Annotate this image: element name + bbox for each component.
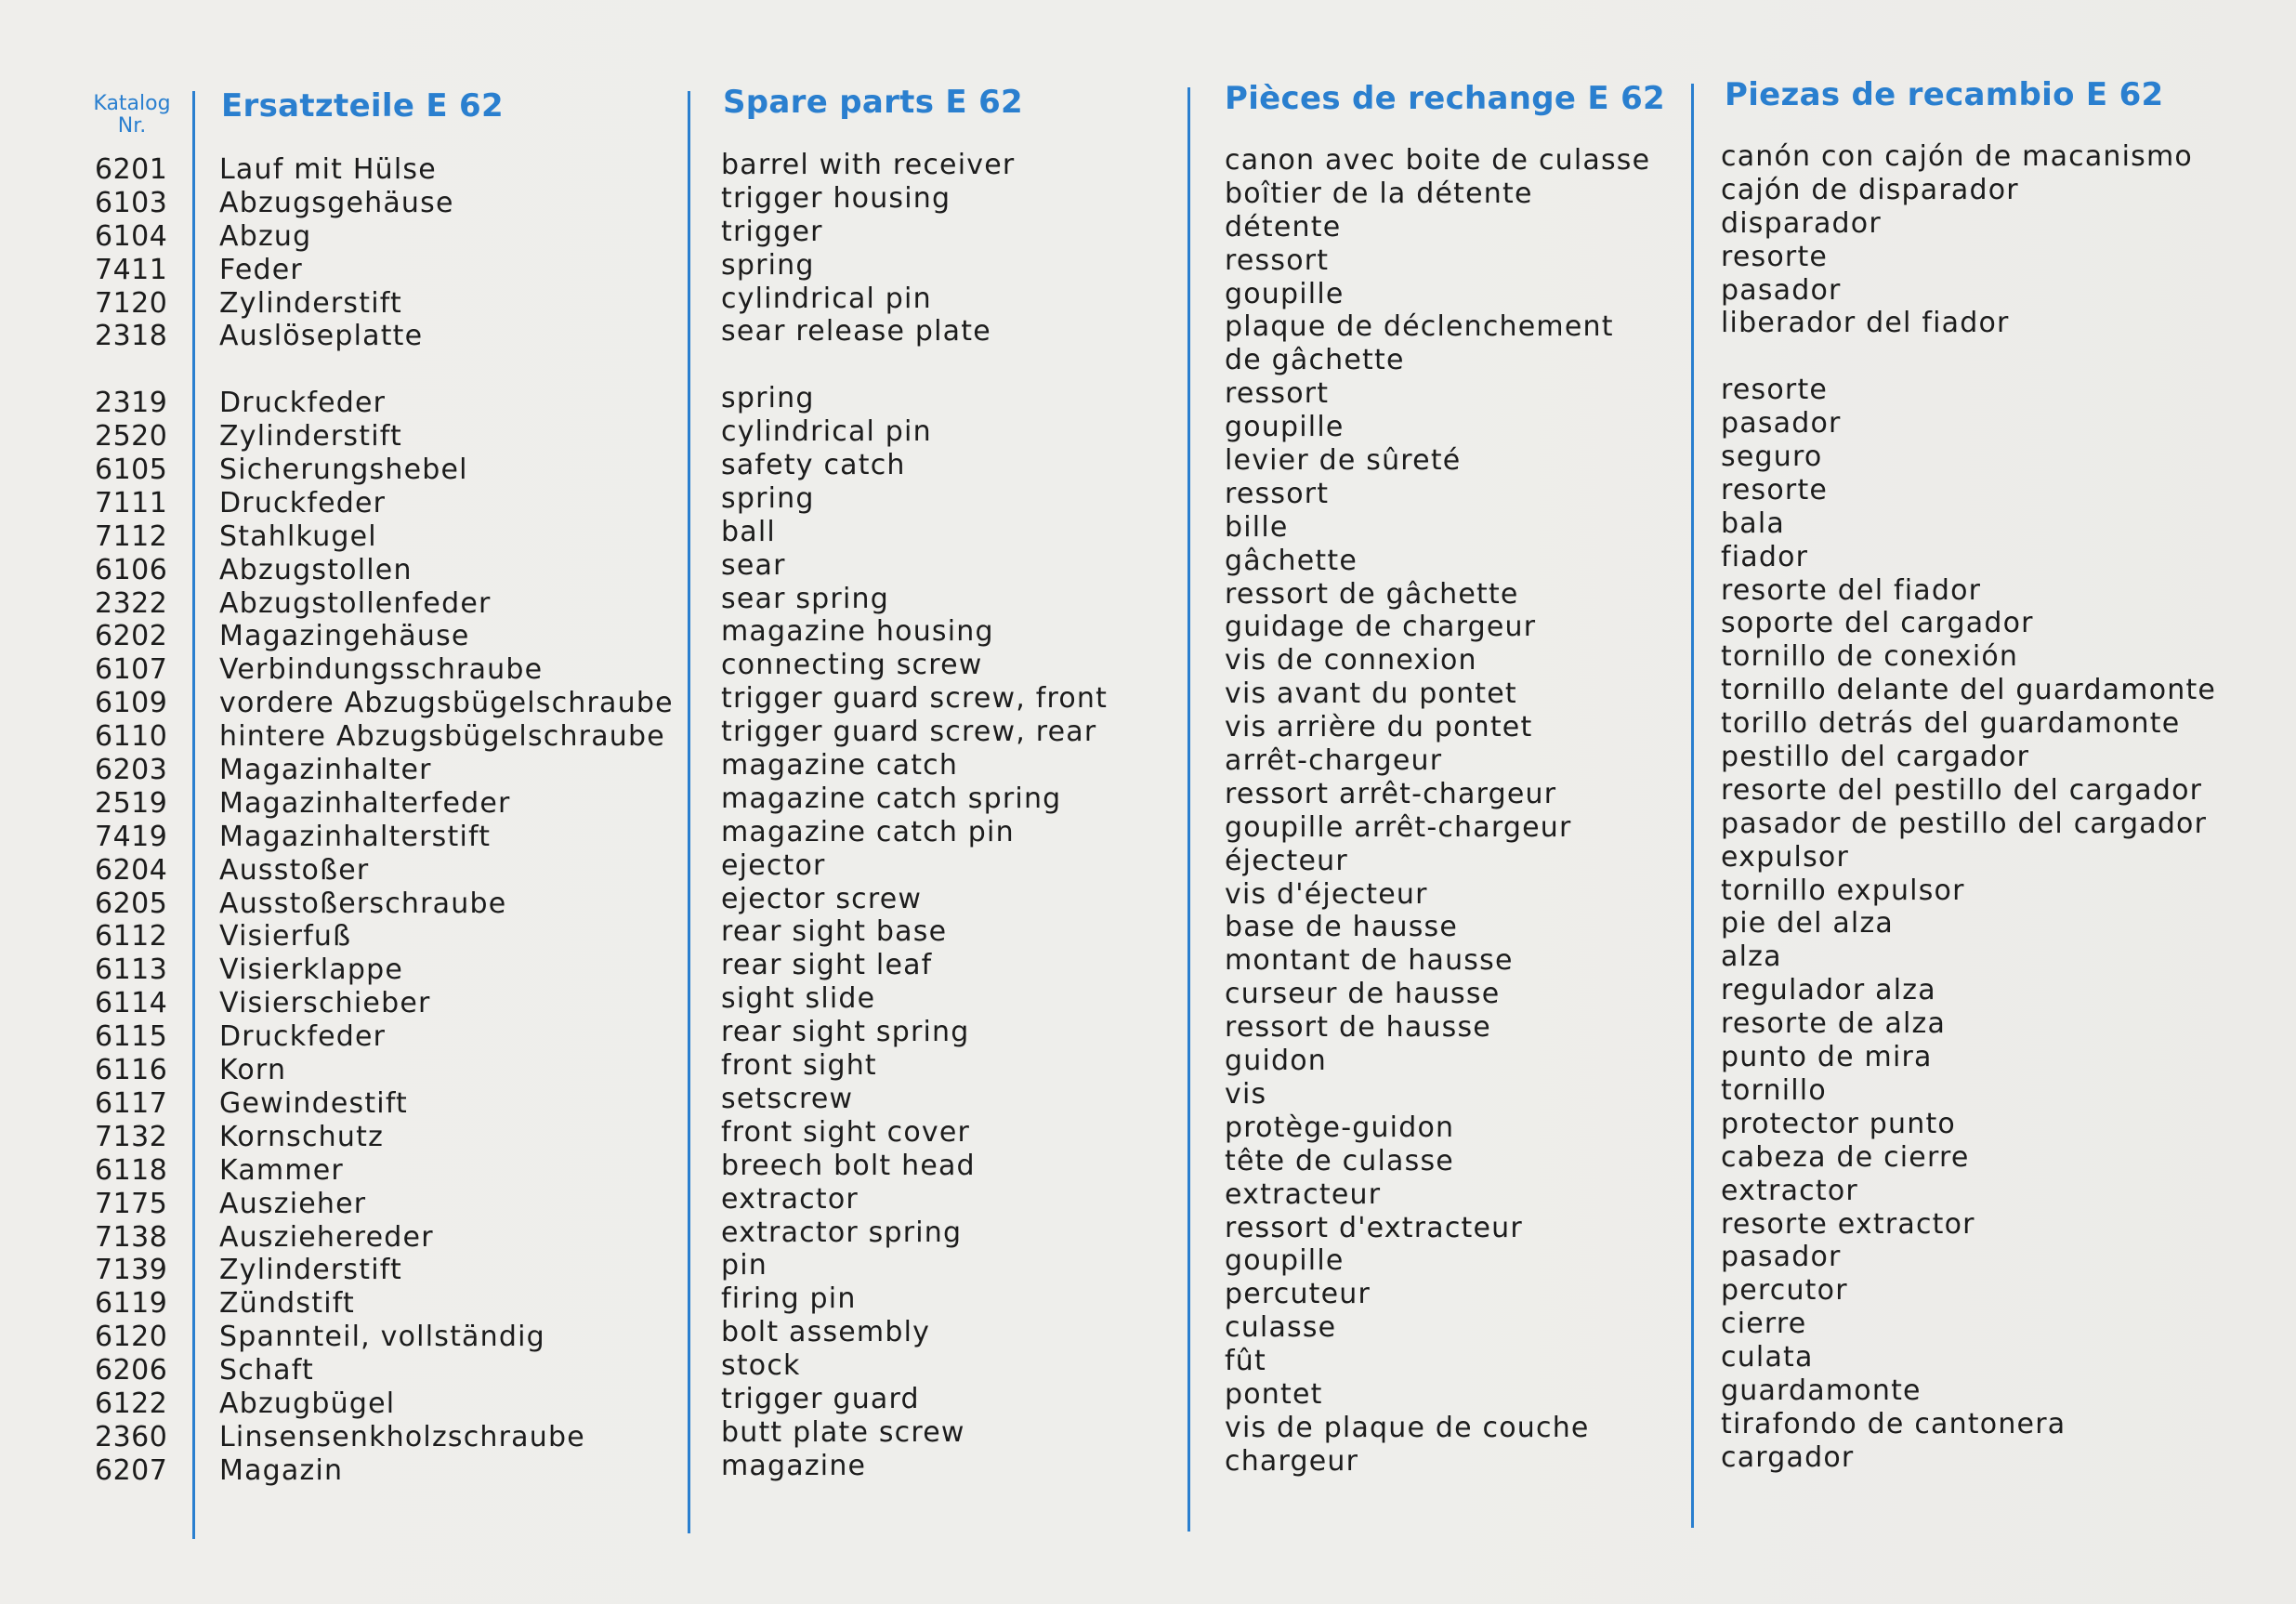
french-part-name: ressort de hausse: [1225, 1011, 1491, 1045]
english-part-name: ball: [721, 515, 776, 548]
german-part-name: Ausstoßerschraube: [219, 887, 507, 920]
english-part-name: safety catch: [721, 449, 906, 482]
spanish-part-name: cabeza de cierre: [1721, 1140, 1970, 1174]
german-part-name: Feder: [219, 253, 303, 286]
spanish-part-name: disparador: [1721, 206, 1882, 240]
spanish-part-name: pasador: [1721, 273, 1842, 307]
spanish-part-name: resorte extractor: [1721, 1207, 1975, 1241]
catalog-header-line2: Nr.: [117, 114, 147, 138]
french-part-name: plaque de déclenchement: [1225, 310, 1614, 344]
german-part-name: Auszieher: [219, 1187, 367, 1220]
catalog-number: 6119: [95, 1287, 168, 1321]
catalog-number-column: [85, 93, 188, 138]
french-part-name: pontet: [1225, 1377, 1323, 1411]
french-part-name: culasse: [1225, 1311, 1337, 1345]
spanish-part-name: fiador: [1721, 540, 1809, 573]
catalog-number: 6107: [95, 653, 168, 687]
french-header: Pièces de rechange E 62: [1225, 80, 1666, 117]
french-part-name: protège-guidon: [1225, 1111, 1455, 1144]
english-part-name: trigger: [721, 215, 823, 248]
french-part-name: ressort de gâchette: [1225, 577, 1519, 611]
english-part-name: sight slide: [721, 982, 876, 1016]
french-part-name: de gâchette: [1225, 344, 1405, 377]
german-part-name: Auslöseplatte: [219, 320, 424, 353]
german-part-name: Visierfuß: [219, 920, 352, 953]
catalog-number: 6104: [95, 219, 168, 253]
spanish-part-name: resorte de alza: [1721, 1007, 1947, 1041]
german-part-name: Lauf mit Hülse: [219, 153, 437, 186]
french-part-name: arrêt-chargeur: [1225, 744, 1443, 778]
french-part-name: vis arrière du pontet: [1225, 711, 1533, 744]
catalog-number: 7132: [95, 1120, 168, 1153]
german-part-name: Abzugbügel: [219, 1387, 396, 1420]
german-part-name: Linsensenkholzschraube: [219, 1420, 585, 1453]
spanish-part-name: tirafondo de cantonera: [1721, 1407, 2066, 1440]
french-parts-list: [1225, 144, 1650, 1479]
english-part-name: stock: [721, 1349, 801, 1383]
catalog-number: 7111: [95, 486, 168, 519]
group-spacer: [1721, 340, 2216, 374]
english-part-name: rear sight spring: [721, 1016, 970, 1049]
french-part-name: extracteur: [1225, 1177, 1382, 1211]
english-part-name: magazine catch: [721, 749, 959, 782]
spanish-part-name: cajón de disparador: [1721, 173, 2019, 206]
divider-line: [192, 91, 195, 1539]
german-part-name: Verbindungsschraube: [219, 653, 544, 687]
english-part-name: trigger guard screw, rear: [721, 716, 1097, 749]
german-part-name: Schaft: [219, 1354, 314, 1387]
german-part-name: Stahlkugel: [219, 519, 377, 553]
divider-line: [688, 91, 690, 1533]
catalog-number: 7112: [95, 519, 168, 553]
german-part-name: Zylinderstift: [219, 1254, 402, 1287]
german-part-name: hintere Abzugsbügelschraube: [219, 720, 665, 754]
german-part-name: Ausstoßer: [219, 853, 370, 887]
divider-line: [1187, 87, 1190, 1532]
german-part-name: Abzugstollenfeder: [219, 586, 492, 620]
english-part-name: rear sight leaf: [721, 949, 933, 982]
english-part-name: trigger guard screw, front: [721, 682, 1109, 716]
english-part-name: firing pin: [721, 1282, 857, 1316]
german-part-name: Visierklappe: [219, 953, 403, 987]
spanish-part-name: alza: [1721, 940, 1782, 974]
spanish-part-name: tornillo delante del guardamonte: [1721, 674, 2217, 707]
spanish-part-name: punto de mira: [1721, 1041, 1933, 1074]
french-part-name: ressort: [1225, 243, 1330, 277]
german-part-name: Zylinderstift: [219, 286, 402, 320]
catalog-number: 2319: [95, 387, 168, 420]
english-part-name: cylindrical pin: [721, 282, 932, 315]
german-part-name: Druckfeder: [219, 1020, 387, 1054]
catalog-number: 7175: [95, 1187, 168, 1220]
french-part-name: percuteur: [1225, 1278, 1371, 1311]
german-part-name: Abzugstollen: [219, 553, 413, 586]
spanish-part-name: resorte del pestillo del cargador: [1721, 773, 2203, 807]
english-part-name: connecting screw: [721, 649, 983, 682]
spanish-part-name: cargador: [1721, 1440, 1855, 1474]
catalog-number: 7120: [95, 286, 168, 320]
spanish-part-name: pestillo del cargador: [1721, 741, 2030, 774]
german-part-name: Spannteil, vollständig: [219, 1321, 545, 1354]
catalog-number: 6204: [95, 853, 168, 887]
french-part-name: goupille: [1225, 1244, 1345, 1278]
french-part-name: goupille: [1225, 277, 1345, 310]
spanish-part-name: expulsor: [1721, 840, 1849, 874]
german-part-name: Magazin: [219, 1453, 344, 1487]
catalog-number: 6117: [95, 1086, 168, 1120]
catalog-number: 2520: [95, 420, 168, 454]
catalog-number: 2519: [95, 786, 168, 820]
english-column: [723, 84, 1023, 121]
german-part-name: Abzugsgehäuse: [219, 186, 454, 219]
french-part-name: gâchette: [1225, 544, 1358, 577]
french-part-name: goupille: [1225, 411, 1345, 444]
german-part-name: Magazinhalterfeder: [219, 786, 511, 820]
french-part-name: guidon: [1225, 1045, 1328, 1078]
catalog-number: 6122: [95, 1387, 168, 1420]
group-spacer: [721, 348, 1108, 382]
french-part-name: guidage de chargeur: [1225, 611, 1537, 644]
spanish-part-name: cierre: [1721, 1308, 1807, 1341]
catalog-number: 6118: [95, 1153, 168, 1187]
catalog-number: 6207: [95, 1453, 168, 1487]
french-part-name: base de hausse: [1225, 911, 1459, 944]
spanish-part-name: liberador del fiador: [1721, 307, 2010, 340]
catalog-number: 7139: [95, 1254, 168, 1287]
english-part-name: barrel with receiver: [721, 149, 1016, 181]
french-part-name: vis de plaque de couche: [1225, 1411, 1590, 1444]
english-part-name: butt plate screw: [721, 1415, 965, 1449]
french-part-name: curseur de hausse: [1225, 978, 1501, 1011]
spanish-part-name: pie del alza: [1721, 907, 1894, 940]
catalog-number: 2360: [95, 1420, 168, 1453]
english-part-name: spring: [721, 382, 815, 415]
french-part-name: boîtier de la détente: [1225, 177, 1533, 210]
english-header: Spare parts E 62: [723, 84, 1023, 121]
spanish-part-name: pasador: [1721, 1241, 1842, 1274]
english-part-name: sear spring: [721, 582, 889, 615]
english-part-name: ejector: [721, 848, 826, 882]
german-part-name: Visierschieber: [219, 987, 431, 1020]
catalog-number: 6120: [95, 1321, 168, 1354]
english-part-name: magazine catch pin: [721, 815, 1015, 848]
german-part-name: Korn: [219, 1054, 287, 1087]
spanish-part-name: tornillo: [1721, 1073, 1827, 1107]
spanish-part-name: resorte: [1721, 240, 1829, 273]
english-part-name: extractor: [721, 1182, 859, 1216]
french-part-name: vis d'éjecteur: [1225, 877, 1428, 911]
english-part-name: spring: [721, 248, 815, 282]
french-part-name: ressort arrêt-chargeur: [1225, 777, 1557, 810]
german-part-name: Kornschutz: [219, 1120, 385, 1153]
french-part-name: vis de connexion: [1225, 644, 1477, 677]
divider-line: [1691, 84, 1694, 1528]
english-part-name: magazine catch spring: [721, 782, 1062, 815]
catalog-number: 6203: [95, 754, 168, 787]
catalog-number: 6116: [95, 1054, 168, 1087]
english-part-name: bolt assembly: [721, 1316, 931, 1349]
spanish-part-name: protector punto: [1721, 1107, 1956, 1140]
english-part-name: breech bolt head: [721, 1149, 976, 1182]
french-part-name: chargeur: [1225, 1444, 1359, 1478]
catalog-number: 6103: [95, 186, 168, 219]
english-part-name: sear release plate: [721, 315, 991, 348]
spanish-part-name: guardamonte: [1721, 1374, 1922, 1407]
german-part-name: Magazinhalterstift: [219, 820, 492, 853]
french-part-name: ressort d'extracteur: [1225, 1211, 1523, 1244]
german-part-name: Abzug: [219, 219, 312, 253]
catalog-number: 6201: [95, 153, 168, 186]
spanish-part-name: canón con cajón de macanismo: [1721, 140, 2193, 173]
german-part-name: Druckfeder: [219, 486, 387, 519]
french-part-name: montant de hausse: [1225, 944, 1514, 978]
english-part-name: cylindrical pin: [721, 415, 932, 449]
catalog-number: 6106: [95, 553, 168, 586]
catalog-number: 6105: [95, 454, 168, 487]
english-part-name: magazine housing: [721, 615, 994, 649]
french-part-name: goupille arrêt-chargeur: [1225, 810, 1572, 844]
german-part-name: Gewindestift: [219, 1086, 409, 1120]
french-part-name: levier de sûreté: [1225, 444, 1462, 478]
spanish-part-name: culata: [1721, 1341, 1814, 1374]
english-part-name: setscrew: [721, 1082, 854, 1115]
catalog-number: 6113: [95, 953, 168, 987]
english-part-name: magazine: [721, 1449, 867, 1482]
french-part-name: détente: [1225, 210, 1342, 243]
german-part-name: Zündstift: [219, 1287, 355, 1321]
german-part-name: Magazinhalter: [219, 754, 432, 787]
spanish-part-name: torillo detrás del guardamonte: [1721, 707, 2181, 741]
english-part-name: extractor spring: [721, 1216, 963, 1249]
french-part-name: éjecteur: [1225, 844, 1348, 877]
catalog-number: 6202: [95, 620, 168, 653]
german-part-name: Kammer: [219, 1153, 344, 1187]
catalog-number: 6205: [95, 887, 168, 920]
german-part-name: Druckfeder: [219, 387, 387, 420]
spanish-part-name: extractor: [1721, 1174, 1858, 1207]
english-part-name: rear sight base: [721, 915, 948, 949]
english-part-name: trigger housing: [721, 181, 951, 215]
spanish-parts-list: [1721, 140, 2216, 1475]
german-column: [221, 87, 504, 125]
french-part-name: fût: [1225, 1345, 1266, 1378]
catalog-header-line1: Katalog: [93, 92, 171, 115]
french-part-name: tête de culasse: [1225, 1144, 1454, 1177]
catalog-number: 6114: [95, 987, 168, 1020]
spanish-column: [1725, 76, 2164, 113]
spanish-part-name: tornillo expulsor: [1721, 874, 1965, 907]
catalog-number: 6110: [95, 720, 168, 754]
catalog-number: 6112: [95, 920, 168, 953]
catalog-number: 7419: [95, 820, 168, 853]
german-part-name: Magazingehäuse: [219, 620, 470, 653]
german-part-name: vordere Abzugsbügelschraube: [219, 687, 674, 720]
french-part-name: canon avec boite de culasse: [1225, 144, 1651, 177]
catalog-number: 6109: [95, 687, 168, 720]
catalog-number: 6115: [95, 1020, 168, 1054]
group-spacer: [219, 353, 674, 387]
spanish-part-name: seguro: [1721, 440, 1823, 474]
german-part-name: Sicherungshebel: [219, 454, 468, 487]
spanish-part-name: regulador alza: [1721, 974, 1936, 1007]
english-part-name: front sight cover: [721, 1115, 971, 1149]
spanish-part-name: bala: [1721, 506, 1785, 540]
english-part-name: front sight: [721, 1049, 877, 1083]
spanish-part-name: pasador de pestillo del cargador: [1721, 807, 2208, 840]
english-part-name: pin: [721, 1249, 768, 1282]
catalog-number-list: [95, 153, 167, 1488]
french-part-name: bille: [1225, 510, 1289, 544]
german-parts-list: [219, 153, 674, 1488]
catalog-number: 6206: [95, 1354, 168, 1387]
french-part-name: ressort: [1225, 477, 1330, 510]
english-part-name: spring: [721, 481, 815, 515]
spanish-part-name: pasador: [1721, 407, 1842, 440]
spanish-header: Piezas de recambio E 62: [1725, 76, 2164, 113]
catalog-number: 7138: [95, 1220, 168, 1254]
english-part-name: ejector screw: [721, 882, 923, 915]
spanish-part-name: resorte: [1721, 473, 1829, 506]
english-parts-list: [721, 149, 1108, 1483]
spanish-part-name: percutor: [1721, 1274, 1848, 1308]
spanish-part-name: tornillo de conexión: [1721, 640, 2019, 674]
english-part-name: trigger guard: [721, 1382, 920, 1415]
french-part-name: vis: [1225, 1077, 1267, 1111]
german-header: Ersatzteile E 62: [221, 87, 504, 125]
french-column: [1225, 80, 1665, 117]
german-part-name: Zylinderstift: [219, 420, 402, 454]
spanish-part-name: resorte del fiador: [1721, 573, 1982, 607]
german-part-name: Ausziehereder: [219, 1220, 434, 1254]
catalog-number: 2318: [95, 320, 168, 353]
french-part-name: vis avant du pontet: [1225, 677, 1517, 711]
spanish-part-name: soporte del cargador: [1721, 607, 2034, 640]
english-part-name: sear: [721, 548, 786, 582]
spanish-part-name: resorte: [1721, 374, 1829, 407]
group-spacer: [95, 353, 167, 387]
catalog-number: 7411: [95, 253, 168, 286]
catalog-number: 2322: [95, 586, 168, 620]
french-part-name: ressort: [1225, 377, 1330, 411]
